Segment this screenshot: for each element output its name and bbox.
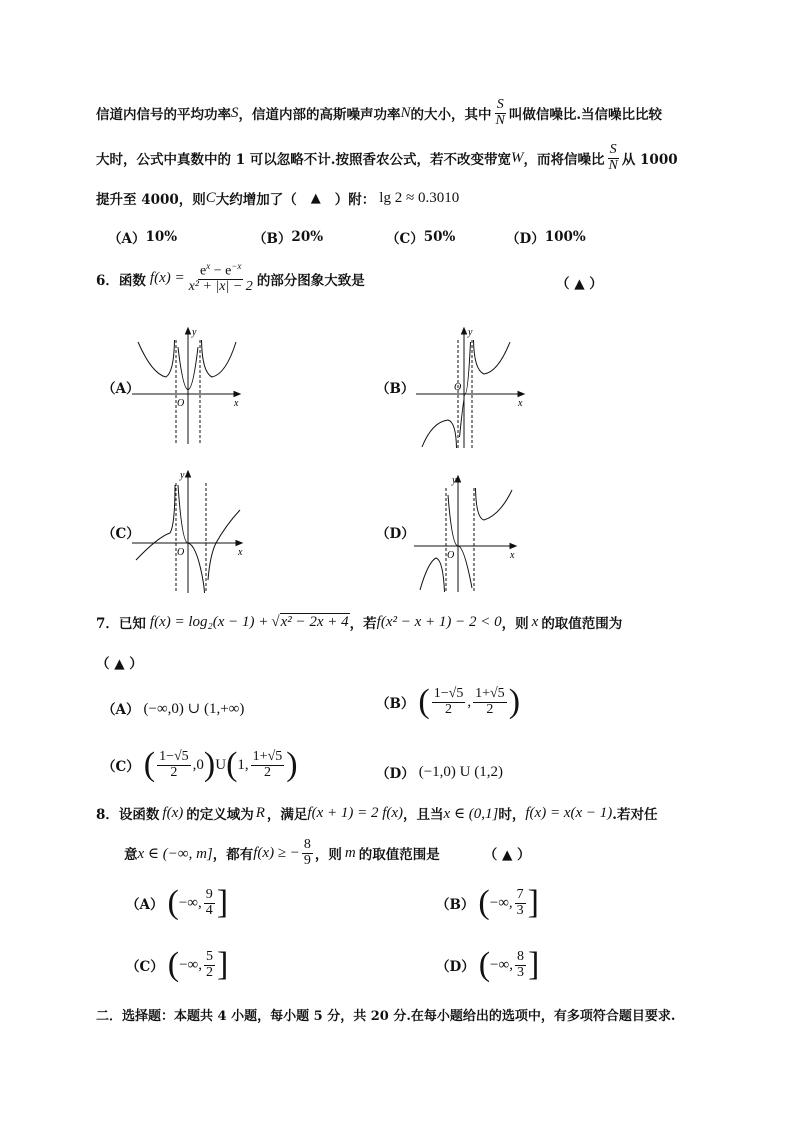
q5-line-2 — [96, 143, 678, 173]
origin-label: O — [177, 398, 185, 409]
q8-text: .若对任 — [612, 807, 658, 823]
q7-option-b[interactable]: （B） ( $\frac{1-√5}{2}$ , $\frac{1+√5}{2}$ ) — [376, 683, 521, 720]
x-label: x — [238, 547, 243, 558]
option-text: (−1,0) U (1,2) — [418, 763, 503, 780]
q8-text: 的定义域为 — [186, 807, 254, 823]
q5-text: 从 1000 — [621, 152, 678, 169]
q8-text: 的取值范围是 — [358, 847, 440, 864]
q5-text: 的大小，其中 — [410, 107, 492, 124]
function-fraction: $\frac{e^x - e^{-x}}{\text{x² + |x| − 2}}$ — [188, 261, 253, 295]
q8-text: ，满足 — [266, 807, 308, 823]
q6-answer — [556, 272, 603, 292]
domain-r: R — [255, 804, 265, 821]
curve-left — [136, 485, 175, 560]
y-label: y — [192, 327, 197, 338]
q7-text: ，则 — [501, 616, 529, 632]
section-heading-text: 二．选择题：本题共 4 小题，每小题 5 分，共 20 分.在每小题给出的选项中，有多项符合题目要求. — [96, 1009, 676, 1024]
q5-line-3 — [96, 188, 459, 208]
x-arrow — [510, 544, 516, 549]
q8-stem-1 — [96, 803, 657, 823]
symbol-w: W — [511, 149, 524, 166]
option-text: 20% — [291, 229, 324, 245]
function-def: f(x) = log₂(x − 1) + — [149, 613, 269, 630]
fraction-s-over-n: $\frac{S}{N}$ — [495, 97, 505, 128]
q8-text: 意 — [124, 847, 138, 864]
option-label: （A） — [126, 897, 164, 913]
q7-text: ，若 — [349, 616, 377, 632]
q5-option-b[interactable] — [253, 227, 323, 247]
option-text: (−∞,0) ∪ (1,+∞) — [143, 700, 245, 717]
q7-stem: 7．已知 f(x) = log₂(x − 1) + √ x² − 2x + 4 ，若 f(x² − x + 1) − 2 < 0 ，则 x 的取值范围为 — [96, 613, 623, 632]
curve-right — [476, 488, 513, 520]
interval-m: x ∈ (−∞, m] — [137, 845, 213, 862]
q8-text: 8．设函数 — [96, 807, 160, 823]
curve-left — [422, 420, 457, 448]
q5-text: 大约增加了（ — [215, 192, 297, 208]
graph-a[interactable] — [130, 322, 245, 447]
inequality: f(x² − x + 1) − 2 < 0 — [376, 613, 502, 630]
answer-bracket: （ ▲ ） — [556, 276, 603, 292]
option-text: 50% — [423, 229, 456, 245]
q8-text: ，且当 — [403, 807, 444, 823]
x-label: x — [518, 398, 523, 409]
symbol-n: N — [400, 104, 411, 121]
variable-x: x — [531, 613, 539, 630]
inequality: f(x) ≥ − — [253, 844, 300, 861]
option-text: 10% — [145, 229, 178, 245]
curve-right — [202, 340, 237, 377]
symbol-c: C — [205, 189, 216, 206]
q8-stem-2: 意 x ∈ (−∞, m] ，都有 f(x) ≥ − $\frac{8}{9}$ ，则 m 的取值范围是 （ ▲ ） — [124, 837, 531, 868]
y-arrow — [462, 328, 467, 334]
option-label: （D） — [436, 959, 475, 975]
q6-text: 的部分图象大致是 — [256, 272, 365, 289]
y-label: y — [468, 327, 473, 338]
x-arrow — [518, 392, 524, 397]
x-label: x — [510, 550, 515, 561]
q8-text: ，都有 — [212, 847, 254, 864]
q5-option-d[interactable] — [506, 227, 586, 247]
option-label: （D） — [376, 766, 415, 782]
option-label: （D） — [506, 231, 545, 247]
curve-middle — [448, 495, 472, 588]
q5-line-1 — [96, 98, 662, 128]
q7-option-c[interactable]: （C） ( $\frac{1-√5}{2}$ ,0 ) U ( 1, $\frac{1+√5}{2}$ ) — [102, 746, 298, 783]
y-label: y — [180, 470, 185, 481]
fx: f(x) — [162, 804, 184, 821]
section-2-heading — [96, 1005, 675, 1024]
functional-equation: f(x + 1) = 2 f(x) — [307, 804, 404, 821]
piece-def: f(x) = x(x − 1) — [525, 804, 613, 821]
q8-option-a[interactable]: （A） ( −∞, $\frac{9}{4}$ ] — [126, 884, 229, 921]
sqrt-term: x² − 2x + 4 — [280, 614, 349, 630]
q8-option-d[interactable]: （D） ( −∞, $\frac{8}{3}$ ] — [436, 946, 540, 983]
y-label: y — [452, 475, 457, 486]
answer-bracket: （ ▲ ） — [483, 847, 531, 864]
option-label: （C） — [102, 759, 140, 775]
origin-label: O — [447, 550, 455, 561]
q5-text: 叫做信噪比.当信噪比比较 — [508, 107, 663, 124]
q7-answer — [96, 652, 143, 672]
q8-text: ，则 — [314, 847, 342, 864]
graph-d[interactable] — [410, 470, 525, 595]
option-label: （B） — [376, 696, 415, 712]
q6-text: 6．函数 — [96, 272, 146, 289]
x-label: x — [234, 398, 239, 409]
q5-text: ，信道内部的高斯噪声功率 — [238, 107, 401, 124]
q7-option-d[interactable] — [376, 762, 503, 782]
option-label: （B） — [436, 897, 475, 913]
q7-text: 的取值范围为 — [541, 616, 623, 632]
y-arrow — [186, 471, 191, 477]
option-label: （A） — [108, 231, 146, 247]
graph-b[interactable] — [412, 322, 530, 452]
curve-middle — [178, 485, 205, 593]
q7-text: 7．已知 — [96, 616, 146, 632]
option-label: （C） — [126, 959, 164, 975]
q5-text: ）附： — [334, 192, 376, 208]
q8-text: 时， — [498, 807, 526, 823]
variable-m: m — [344, 844, 356, 861]
q6-stem — [96, 262, 365, 295]
origin-label: O — [454, 382, 462, 393]
curve-right — [474, 340, 511, 374]
q8-option-b[interactable]: （B） ( −∞, $\frac{7}{3}$ ] — [436, 884, 539, 921]
option-label: （A） — [102, 702, 140, 718]
graph-c[interactable] — [130, 465, 250, 595]
q8-option-c[interactable]: （C） ( −∞, $\frac{5}{2}$ ] — [126, 946, 229, 983]
option-label: （B） — [253, 231, 292, 247]
curve-right — [208, 510, 240, 580]
curve-left — [420, 558, 445, 592]
q5-option-a[interactable] — [108, 227, 177, 247]
graph-c-label: （C） — [102, 526, 140, 542]
x-arrow — [236, 541, 242, 546]
graph-a-label: （A） — [102, 381, 140, 397]
fraction-s-over-n: $\frac{S}{N}$ — [608, 142, 618, 173]
answer-bracket: （ ▲ ） — [96, 656, 143, 672]
q5-text: 信道内信号的平均功率 — [96, 107, 231, 124]
option-label: （C） — [386, 231, 424, 247]
log-hint: lg 2 ≈ 0.3010 — [379, 189, 460, 206]
q5-option-c[interactable] — [386, 227, 455, 247]
q5-text: 大时，公式中真数中的 1 可以忽略不计.按照香农公式，若不改变带宽 — [96, 152, 511, 169]
q7-option-a[interactable] — [102, 698, 244, 718]
curve-left — [138, 340, 175, 377]
x-arrow — [234, 392, 240, 397]
interval: x ∈ (0,1] — [443, 805, 499, 822]
answer-mark: ▲ — [310, 190, 321, 206]
origin-label: O — [177, 547, 185, 558]
graph-b-label: （B） — [376, 381, 415, 397]
q5-text: 提升至 4000，则 — [96, 192, 206, 208]
graph-d-label: （D） — [376, 526, 415, 542]
function-lhs: f(x) = — [149, 270, 185, 287]
option-text: 100% — [544, 229, 586, 245]
symbol-s: S — [231, 104, 239, 121]
y-arrow — [186, 328, 191, 334]
q5-text: ，而将信噪比 — [523, 152, 605, 169]
